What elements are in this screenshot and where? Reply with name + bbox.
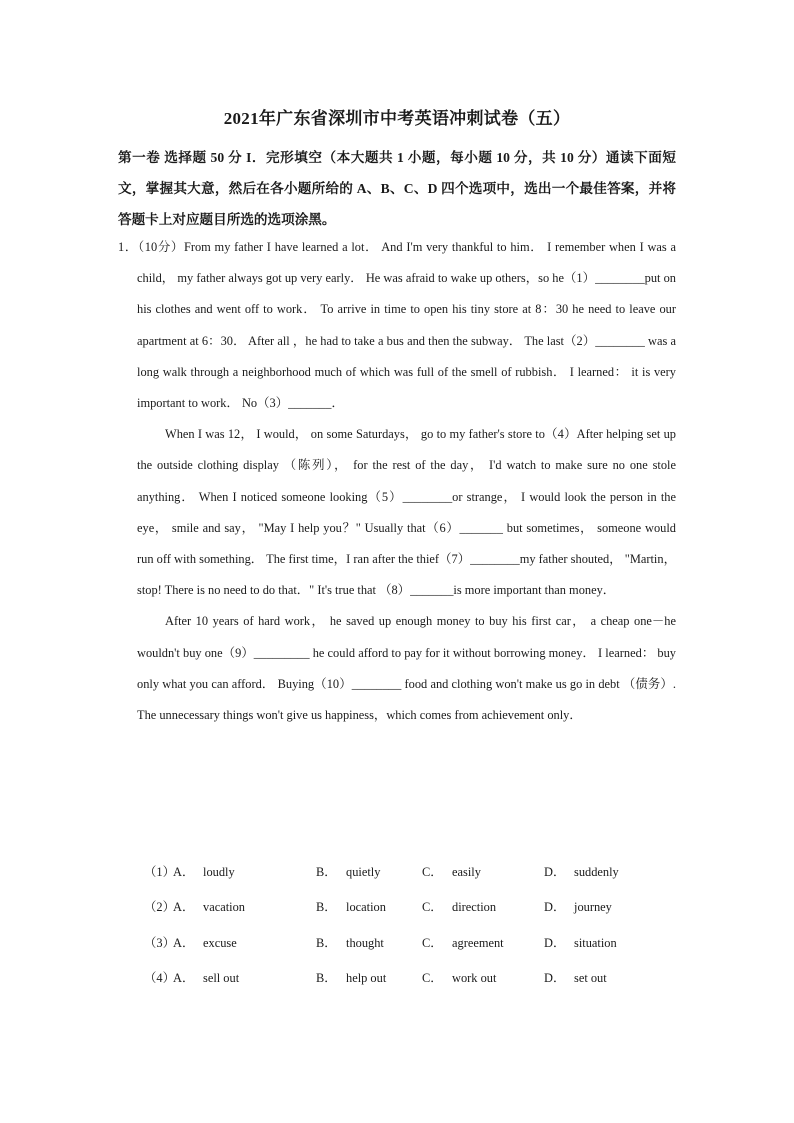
option-a[interactable]: A． excuse xyxy=(173,935,237,950)
option-d[interactable]: D． set out xyxy=(544,971,607,986)
page-title: 2021年广东省深圳市中考英语冲刺试卷（五） xyxy=(223,109,571,128)
option-number: （2） xyxy=(144,900,175,915)
option-row-3 xyxy=(144,928,664,963)
option-d[interactable]: D． journey xyxy=(544,900,612,915)
option-b[interactable]: B． quietly xyxy=(316,865,381,879)
option-d[interactable]: D． suddenly xyxy=(544,865,619,879)
passage-paragraph-3: After 10 years of hard work， he saved up enough money to buy his first car， a cheap one－he wouldn't buy one（9）_________ he could afford to pay for it without borrowing money． I learned： buy only what you can afford． Buying（10）________ food and clothing won't make us go in debt （债务）. The unnecessary things won't give us happiness，which comes from achievement only． xyxy=(137,614,676,723)
option-number: （4） xyxy=(144,971,175,986)
option-c[interactable]: C． agreement xyxy=(422,935,504,950)
passage-paragraph-2: When I was 12， I would， on some Saturdays， go to my father's store to（4）After helping set up the outside clothing display （陈列）， for the rest of the day， I'd watch to make sure no one stole anything． When I noticed someone looking（5）________or strange， I would look the person in the eye， smile and say， "May I help you？" Usually that（6）_______ but sometimes， someone would run off with something． The first time，I ran after the thief（7）________my father shouted， "Martin， stop! There is no need to do that．" It's true that （8）_______is more important than money． xyxy=(137,427,676,598)
option-d[interactable]: D． situation xyxy=(544,935,617,950)
option-number: （1） xyxy=(144,865,175,879)
option-c[interactable]: C． work out xyxy=(422,971,497,986)
answer-options xyxy=(144,857,664,999)
option-number: （3） xyxy=(144,935,175,950)
option-row-4 xyxy=(144,963,664,998)
option-a[interactable]: A． vacation xyxy=(173,900,245,915)
option-row-1 xyxy=(144,857,664,892)
cloze-passage xyxy=(118,232,676,731)
option-row-2 xyxy=(144,892,664,927)
option-b[interactable]: B． thought xyxy=(316,935,384,950)
passage-paragraph-1: 1．（10分）From my father I have learned a lot． And I'm very thankful to him． I remember when I was a child， my father always got up very early． He was afraid to wake up others，so he（1）________put on his clothes and went off to work． To arrive in time to open his tiny store at 8：30 he need to leave our apartment at 6：30． After all ，he had to take a bus and then the subway． The last（2）________ was a long walk through a neighborhood much of which was full of the smell of rubbish． I learned： it is very important to work． No（3）_______． xyxy=(118,240,676,411)
option-a[interactable]: A． loudly xyxy=(173,865,235,879)
option-b[interactable]: B． help out xyxy=(316,971,387,986)
option-c[interactable]: C． direction xyxy=(422,900,497,915)
section-instructions: 第一卷 选择题 50 分 I．完形填空（本大题共 1 小题，每小题 10 分，共 10 分）通读下面短文，掌握其大意，然后在各小题所给的 A、B、C、D 四个选项中，选出一个最佳答案，并将答题卡上对应题目所选的选项涂黑。 xyxy=(118,150,676,227)
option-a[interactable]: A． sell out xyxy=(173,971,240,986)
option-c[interactable]: C． easily xyxy=(422,865,481,879)
option-b[interactable]: B． location xyxy=(316,900,386,915)
